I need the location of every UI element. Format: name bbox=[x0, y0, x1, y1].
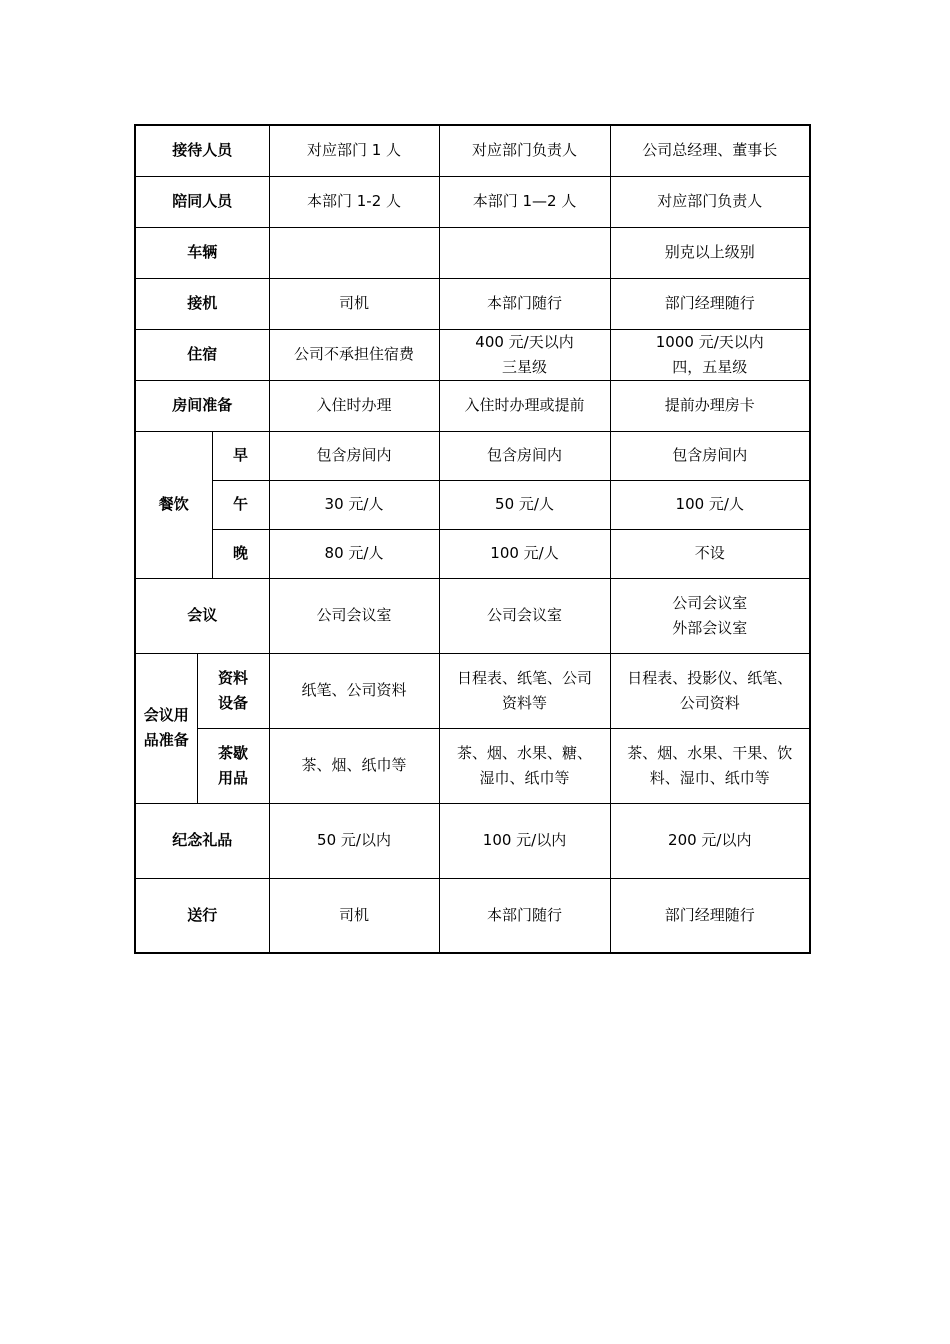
table-cell: 50 元/人 bbox=[439, 480, 610, 529]
cell-line: 茶、烟、水果、干果、饮 bbox=[627, 743, 793, 762]
table-cell: 不设 bbox=[610, 529, 810, 578]
table-row bbox=[135, 653, 810, 728]
table-row bbox=[135, 529, 810, 578]
table-row bbox=[135, 380, 810, 431]
cell-line: 公司会议室 bbox=[672, 593, 748, 612]
table-cell bbox=[610, 728, 810, 803]
table-row bbox=[135, 278, 810, 329]
cell-line: 400 元/天以内 bbox=[475, 332, 574, 351]
table-cell: 部门经理随行 bbox=[610, 878, 810, 953]
cell-line: 会议用 bbox=[143, 706, 189, 724]
row-label: 送行 bbox=[135, 878, 269, 953]
row-sublabel: 早 bbox=[212, 431, 269, 480]
cell-line: 资料 bbox=[218, 668, 249, 687]
table-cell bbox=[439, 329, 610, 380]
table-cell: 100 元/人 bbox=[610, 480, 810, 529]
table-cell: 公司会议室 bbox=[269, 578, 439, 653]
table-row bbox=[135, 329, 810, 380]
table-row bbox=[135, 728, 810, 803]
table-cell: 30 元/人 bbox=[269, 480, 439, 529]
cell-line: 品准备 bbox=[143, 731, 189, 749]
table-cell: 公司总经理、董事长 bbox=[610, 125, 810, 176]
row-label: 陪同人员 bbox=[135, 176, 269, 227]
cell-line: 1000 元/天以内 bbox=[655, 332, 764, 351]
table-cell: 50 元/以内 bbox=[269, 803, 439, 878]
table-cell bbox=[439, 227, 610, 278]
cell-line: 资料等 bbox=[502, 693, 548, 712]
table-cell: 提前办理房卡 bbox=[610, 380, 810, 431]
table-cell: 部门经理随行 bbox=[610, 278, 810, 329]
cell-line: 外部会议室 bbox=[672, 618, 748, 637]
row-sublabel bbox=[197, 653, 269, 728]
cell-line: 四，五星级 bbox=[672, 357, 748, 376]
table-row bbox=[135, 431, 810, 480]
table-cell: 司机 bbox=[269, 878, 439, 953]
table-cell: 对应部门 1 人 bbox=[269, 125, 439, 176]
row-sublabel: 晚 bbox=[212, 529, 269, 578]
row-label-group bbox=[135, 653, 197, 803]
reception-standards-table bbox=[134, 124, 811, 954]
table-cell bbox=[610, 653, 810, 728]
table-cell: 公司会议室 bbox=[439, 578, 610, 653]
cell-line: 料、湿巾、纸巾等 bbox=[649, 768, 770, 787]
row-sublabel: 午 bbox=[212, 480, 269, 529]
table-cell: 对应部门负责人 bbox=[439, 125, 610, 176]
table-cell: 公司不承担住宿费 bbox=[269, 329, 439, 380]
row-label: 车辆 bbox=[135, 227, 269, 278]
table-cell: 对应部门负责人 bbox=[610, 176, 810, 227]
cell-line: 茶歇 bbox=[218, 743, 249, 762]
table-cell: 100 元/人 bbox=[439, 529, 610, 578]
table-cell bbox=[610, 578, 810, 653]
row-label-group: 餐饮 bbox=[135, 431, 212, 578]
table-row bbox=[135, 176, 810, 227]
table-cell: 司机 bbox=[269, 278, 439, 329]
table-cell bbox=[269, 227, 439, 278]
table-cell: 茶、烟、纸巾等 bbox=[269, 728, 439, 803]
row-label: 住宿 bbox=[135, 329, 269, 380]
table-cell: 本部门 1-2 人 bbox=[269, 176, 439, 227]
cell-line: 三星级 bbox=[502, 357, 548, 376]
cell-line: 日程表、投影仪、纸笔、 bbox=[627, 668, 793, 687]
table-cell: 别克以上级别 bbox=[610, 227, 810, 278]
table-row bbox=[135, 878, 810, 953]
row-label: 接待人员 bbox=[135, 125, 269, 176]
cell-line: 日程表、纸笔、公司 bbox=[457, 668, 593, 687]
table-cell: 包含房间内 bbox=[269, 431, 439, 480]
table-cell: 200 元/以内 bbox=[610, 803, 810, 878]
cell-line: 茶、烟、水果、糖、 bbox=[457, 743, 593, 762]
row-label: 房间准备 bbox=[135, 380, 269, 431]
table-cell: 入住时办理或提前 bbox=[439, 380, 610, 431]
table-cell: 纸笔、公司资料 bbox=[269, 653, 439, 728]
row-label: 纪念礼品 bbox=[135, 803, 269, 878]
table-cell: 100 元/以内 bbox=[439, 803, 610, 878]
table-cell: 本部门 1—2 人 bbox=[439, 176, 610, 227]
cell-line: 设备 bbox=[218, 693, 249, 712]
row-sublabel bbox=[197, 728, 269, 803]
table-cell: 包含房间内 bbox=[610, 431, 810, 480]
table-cell bbox=[439, 653, 610, 728]
table-cell: 本部门随行 bbox=[439, 278, 610, 329]
cell-line: 公司资料 bbox=[679, 693, 740, 712]
table-row bbox=[135, 480, 810, 529]
table-cell: 80 元/人 bbox=[269, 529, 439, 578]
table-row bbox=[135, 578, 810, 653]
table-cell bbox=[610, 329, 810, 380]
table-cell: 包含房间内 bbox=[439, 431, 610, 480]
table-row bbox=[135, 125, 810, 176]
table-row bbox=[135, 227, 810, 278]
row-label: 会议 bbox=[135, 578, 269, 653]
cell-line: 湿巾、纸巾等 bbox=[479, 768, 570, 787]
row-label: 接机 bbox=[135, 278, 269, 329]
table-cell bbox=[439, 728, 610, 803]
cell-line: 用品 bbox=[218, 768, 249, 787]
table-cell: 入住时办理 bbox=[269, 380, 439, 431]
table-cell: 本部门随行 bbox=[439, 878, 610, 953]
table-row bbox=[135, 803, 810, 878]
